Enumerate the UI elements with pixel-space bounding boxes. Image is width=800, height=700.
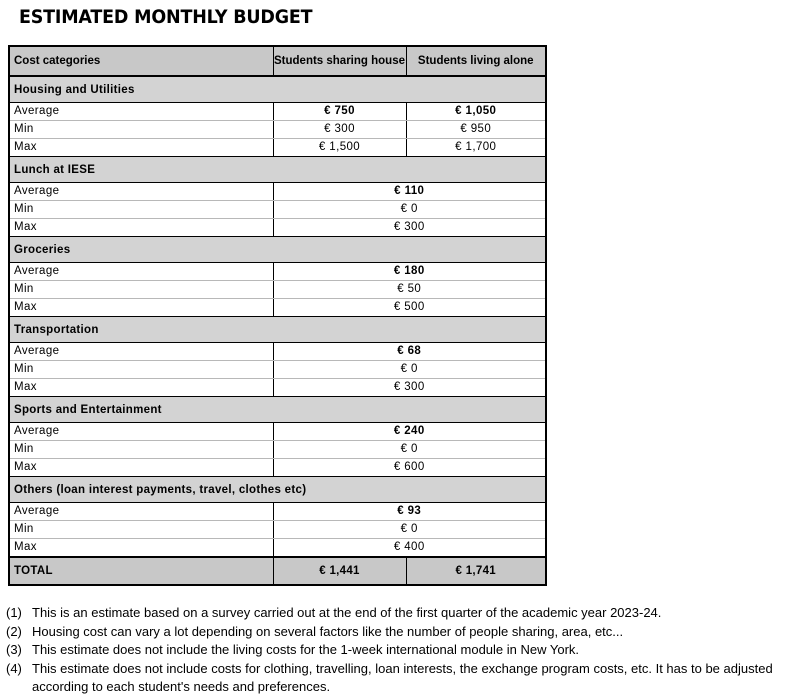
category-row bbox=[9, 76, 546, 103]
row-label: Average bbox=[9, 183, 273, 201]
table-row bbox=[9, 121, 546, 139]
footnote-number: (4) bbox=[6, 660, 22, 676]
category-row bbox=[9, 157, 546, 183]
value-combined: € 400 bbox=[273, 539, 546, 558]
category-label: Housing and Utilities bbox=[9, 76, 546, 103]
row-label: Max bbox=[9, 219, 273, 237]
category-row bbox=[9, 477, 546, 503]
value-alone: € 1,050 bbox=[406, 103, 546, 121]
table-row bbox=[9, 139, 546, 157]
table-row bbox=[9, 521, 546, 539]
value-combined: € 500 bbox=[273, 299, 546, 317]
table-row bbox=[9, 361, 546, 379]
category-row bbox=[9, 397, 546, 423]
row-label: Average bbox=[9, 343, 273, 361]
table-row bbox=[9, 539, 546, 558]
footnote bbox=[6, 623, 786, 642]
category-label: Groceries bbox=[9, 237, 546, 263]
total-alone: € 1,741 bbox=[406, 557, 546, 585]
table-row bbox=[9, 281, 546, 299]
value-alone: € 1,700 bbox=[406, 139, 546, 157]
table-row bbox=[9, 201, 546, 219]
value-combined: € 300 bbox=[273, 219, 546, 237]
row-label: Average bbox=[9, 503, 273, 521]
footnote bbox=[6, 641, 786, 660]
row-label: Max bbox=[9, 139, 273, 157]
row-label: Average bbox=[9, 103, 273, 121]
value-combined: € 93 bbox=[273, 503, 546, 521]
value-combined: € 0 bbox=[273, 441, 546, 459]
footnote-number: (1) bbox=[6, 605, 22, 620]
table-row bbox=[9, 459, 546, 477]
header-students-alone: Students living alone bbox=[406, 46, 546, 76]
category-label: Transportation bbox=[9, 317, 546, 343]
row-label: Min bbox=[9, 121, 273, 139]
budget-table bbox=[8, 45, 547, 586]
table-row bbox=[9, 441, 546, 459]
value-alone: € 950 bbox=[406, 121, 546, 139]
table-row bbox=[9, 219, 546, 237]
budget-body bbox=[9, 76, 546, 557]
row-label: Min bbox=[9, 521, 273, 539]
value-shared: € 750 bbox=[273, 103, 406, 121]
row-label: Min bbox=[9, 201, 273, 219]
category-label: Sports and Entertainment bbox=[9, 397, 546, 423]
row-label: Min bbox=[9, 361, 273, 379]
total-label: TOTAL bbox=[9, 557, 273, 585]
row-label: Max bbox=[9, 379, 273, 397]
value-combined: € 68 bbox=[273, 343, 546, 361]
total-row bbox=[9, 557, 546, 585]
table-row bbox=[9, 503, 546, 521]
row-label: Average bbox=[9, 263, 273, 281]
footnote-number: (3) bbox=[6, 642, 22, 657]
row-label: Average bbox=[9, 423, 273, 441]
value-combined: € 240 bbox=[273, 423, 546, 441]
footnote-text: Housing cost can vary a lot depending on several factors like the number of people sharing, area, etc... bbox=[32, 623, 624, 639]
table-row bbox=[9, 423, 546, 441]
footnote-text: This estimate does not include the living costs for the 1-week international module in New York. bbox=[32, 642, 580, 657]
value-combined: € 600 bbox=[273, 459, 546, 477]
header-cost-categories: Cost categories bbox=[9, 46, 273, 76]
category-label: Lunch at IESE bbox=[9, 157, 546, 183]
value-combined: € 50 bbox=[273, 281, 546, 299]
table-header-row bbox=[9, 46, 546, 76]
footnote bbox=[6, 660, 786, 697]
value-combined: € 0 bbox=[273, 361, 546, 379]
value-combined: € 180 bbox=[273, 263, 546, 281]
row-label: Min bbox=[9, 281, 273, 299]
table-row bbox=[9, 299, 546, 317]
value-combined: € 0 bbox=[273, 521, 546, 539]
category-label: Others (loan interest payments, travel, clothes etc) bbox=[9, 477, 546, 503]
table-row bbox=[9, 263, 546, 281]
value-combined: € 300 bbox=[273, 379, 546, 397]
value-shared: € 300 bbox=[273, 121, 406, 139]
table-row bbox=[9, 379, 546, 397]
table-row bbox=[9, 183, 546, 201]
row-label: Max bbox=[9, 299, 273, 317]
total-shared: € 1,441 bbox=[273, 557, 406, 585]
footnote bbox=[6, 604, 786, 623]
category-row bbox=[9, 317, 546, 343]
row-label: Max bbox=[9, 539, 273, 558]
row-label: Min bbox=[9, 441, 273, 459]
footnote-text: This is an estimate based on a survey carried out at the end of the first quarter of the academic year 2023-24. bbox=[32, 605, 662, 620]
table-row bbox=[9, 343, 546, 361]
footnotes bbox=[6, 604, 786, 697]
page-title: ESTIMATED MONTHLY BUDGET bbox=[19, 6, 313, 28]
value-combined: € 0 bbox=[273, 201, 546, 219]
footnote-number: (2) bbox=[6, 623, 22, 639]
category-row bbox=[9, 237, 546, 263]
footnote-text: This estimate does not include costs for clothing, travelling, loan interests, the exchange program costs, etc. It has to be adjusted according to each student's needs and preferences. bbox=[32, 660, 773, 694]
value-combined: € 110 bbox=[273, 183, 546, 201]
header-students-sharing: Students sharing house bbox=[273, 46, 406, 76]
row-label: Max bbox=[9, 459, 273, 477]
value-shared: € 1,500 bbox=[273, 139, 406, 157]
table-row bbox=[9, 103, 546, 121]
